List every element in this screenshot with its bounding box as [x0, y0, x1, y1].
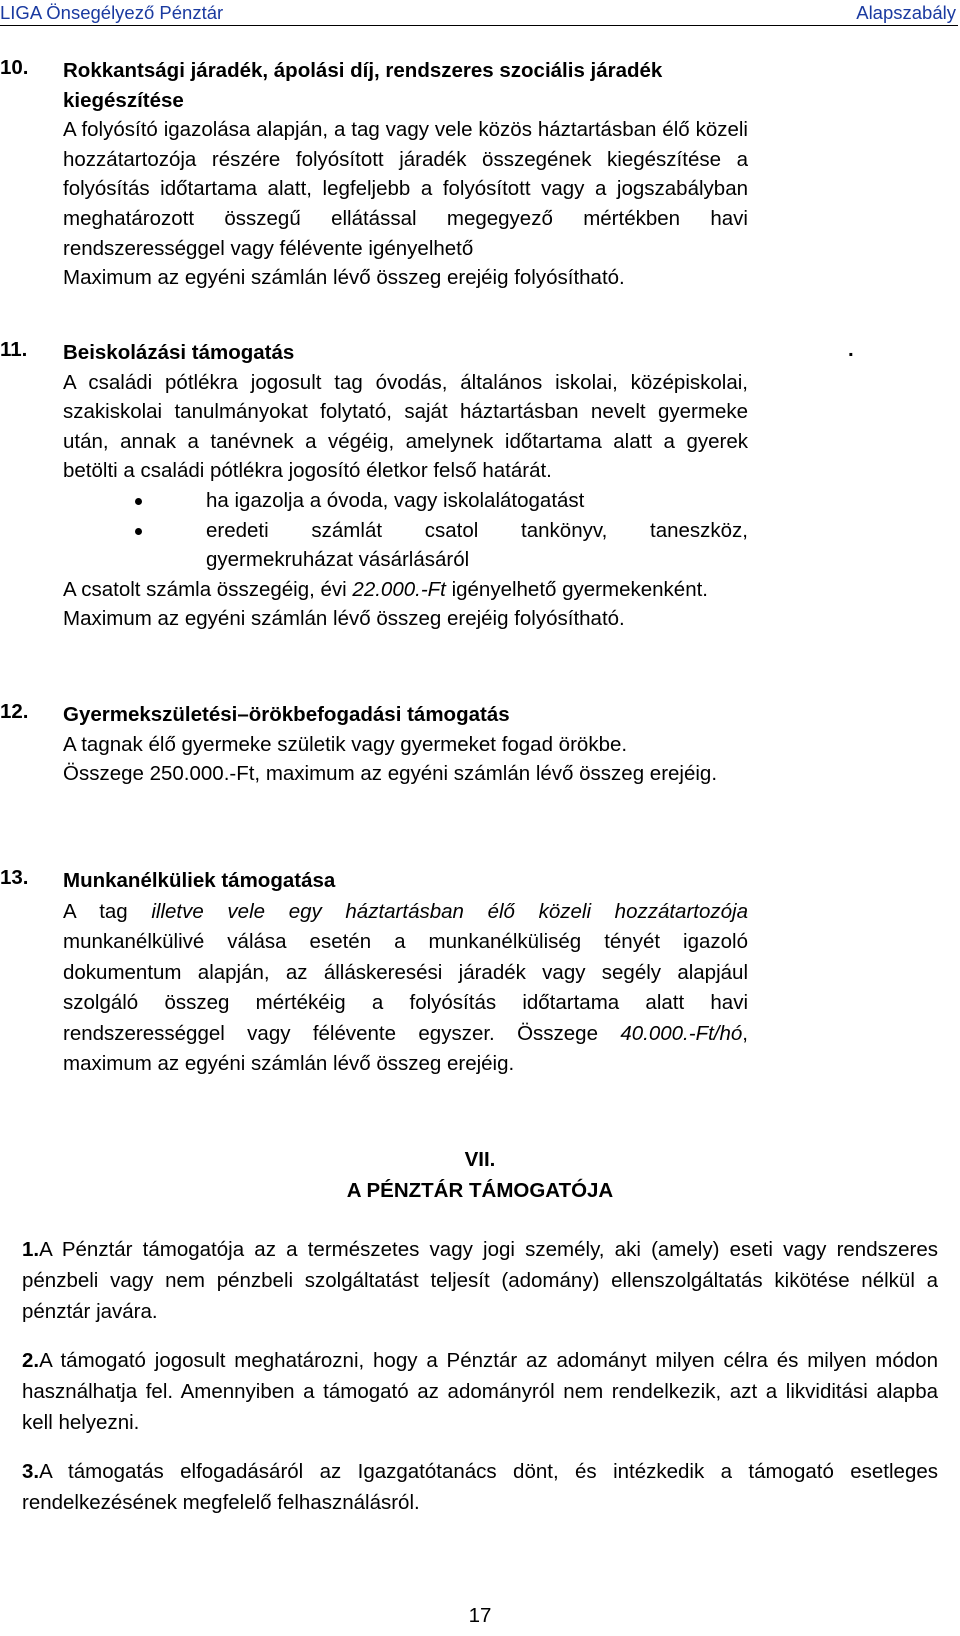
- section-body: A folyósító igazolása alapján, a tag vagy vele közös háztartásban élő közeli hozzátartozója részére folyósított járadék összegének kiegészítése a folyósítás időtartama alatt, legfeljebb a folyósított vagy a jogszabályban meghatározott összegű ellátással megegyező mértékben havi rendszerességgel vagy félévente igényelhető: [63, 118, 748, 260]
- amount-value: 40.000.-Ft/hó: [620, 1021, 743, 1045]
- section-max-note: Maximum az egyéni számlán lévő összeg erejéig folyósítható.: [63, 607, 625, 631]
- section-amount: Összege 250.000.-Ft, maximum az egyéni számlán lévő összeg erejéig.: [63, 762, 718, 786]
- section-max-note: Maximum az egyéni számlán lévő összeg erejéig folyósítható.: [63, 266, 625, 290]
- header-org-name: LIGA Önsegélyező Pénztár: [0, 2, 224, 23]
- trailing-dot: .: [848, 338, 854, 361]
- list-item: ha igazolja a óvoda, vagy iskolalátogatást: [63, 486, 748, 516]
- section-number: 10.: [0, 56, 29, 79]
- section-title: Beiskolázási támogatás: [63, 341, 295, 364]
- section-title: Gyermekszületési–örökbefogadási támogatás: [63, 703, 510, 726]
- section-number: 12.: [0, 700, 29, 723]
- chapter-roman: VII.: [464, 1148, 496, 1171]
- chapter-paragraph-2: 2.A támogató jogosult meghatározni, hogy a Pénztár az adományt milyen célra és milyen módon használhatja fel. Amennyiben a támogató az adományról nem rendelkezik, azt a likviditási alapba kell helyezni.: [22, 1349, 938, 1434]
- bullet-icon: [135, 498, 142, 505]
- section-amount: A csatolt számla összegéig, évi 22.000.-Ft igényelhető gyermekenként.: [63, 577, 708, 601]
- list-item: eredeti számlát csatol tankönyv, taneszköz, gyermekruházat vásárlásáról: [63, 516, 748, 575]
- section-number: 11.: [0, 338, 28, 361]
- section-title: Rokkantsági járadék, ápolási díj, rendszeres szociális járadék kiegészítése: [63, 59, 663, 112]
- bullet-list: [63, 486, 748, 575]
- section-number: 13.: [0, 866, 29, 889]
- bullet-icon: [135, 528, 142, 535]
- section-body: A családi pótlékra jogosult tag óvodás, általános iskolai, középiskolai, szakiskolai tanulmányokat folytató, saját háztartásban nevelt gyermeke után, annak a tanévnek a végéig, amelynek időtartama alatt a gyerek betölti a családi pótlékra jogosító életkor felső határát.: [63, 370, 748, 483]
- section-body: A tagnak élő gyermeke születik vagy gyermeket fogad örökbe.: [63, 732, 628, 756]
- section-title: Munkanélküliek támogatása: [63, 869, 336, 892]
- chapter-paragraph-3: 3.A támogatás elfogadásáról az Igazgatótanács dönt, és intézkedik a támogató esetleges rendelkezésének megfelelő felhasználásról.: [22, 1460, 938, 1514]
- section-body: A tag illetve vele egy háztartásban élő közeli hozzátartozója munkanélkülivé válása esetén a munkanélküliség tényét igazoló dokumentum alapján, az álláskeresési járadék vagy segély alapjául szolgáló összeg mértékéig a folyósítás időtartama alatt havi rendszerességgel vagy félévente egyszer. Összege 40.000.-Ft/hó, maximum az egyéni számlán lévő összeg erejéig.: [63, 899, 748, 1075]
- chapter-title: A PÉNZTÁR TÁMOGATÓJA: [346, 1179, 614, 1202]
- page-number: 17: [468, 1604, 492, 1627]
- chapter-paragraph-1: 1.A Pénztár támogatója az a természetes vagy jogi személy, aki (amely) eseti vagy rendszeres pénzbeli vagy nem pénzbeli szolgáltatást teljesít (adomány) ellenszolgáltatás kikötése nélkül a pénztár javára.: [22, 1238, 938, 1323]
- amount-value: 22.000.-Ft: [352, 577, 446, 601]
- page-header: [0, 0, 958, 26]
- header-doc-title: Alapszabály: [856, 2, 956, 23]
